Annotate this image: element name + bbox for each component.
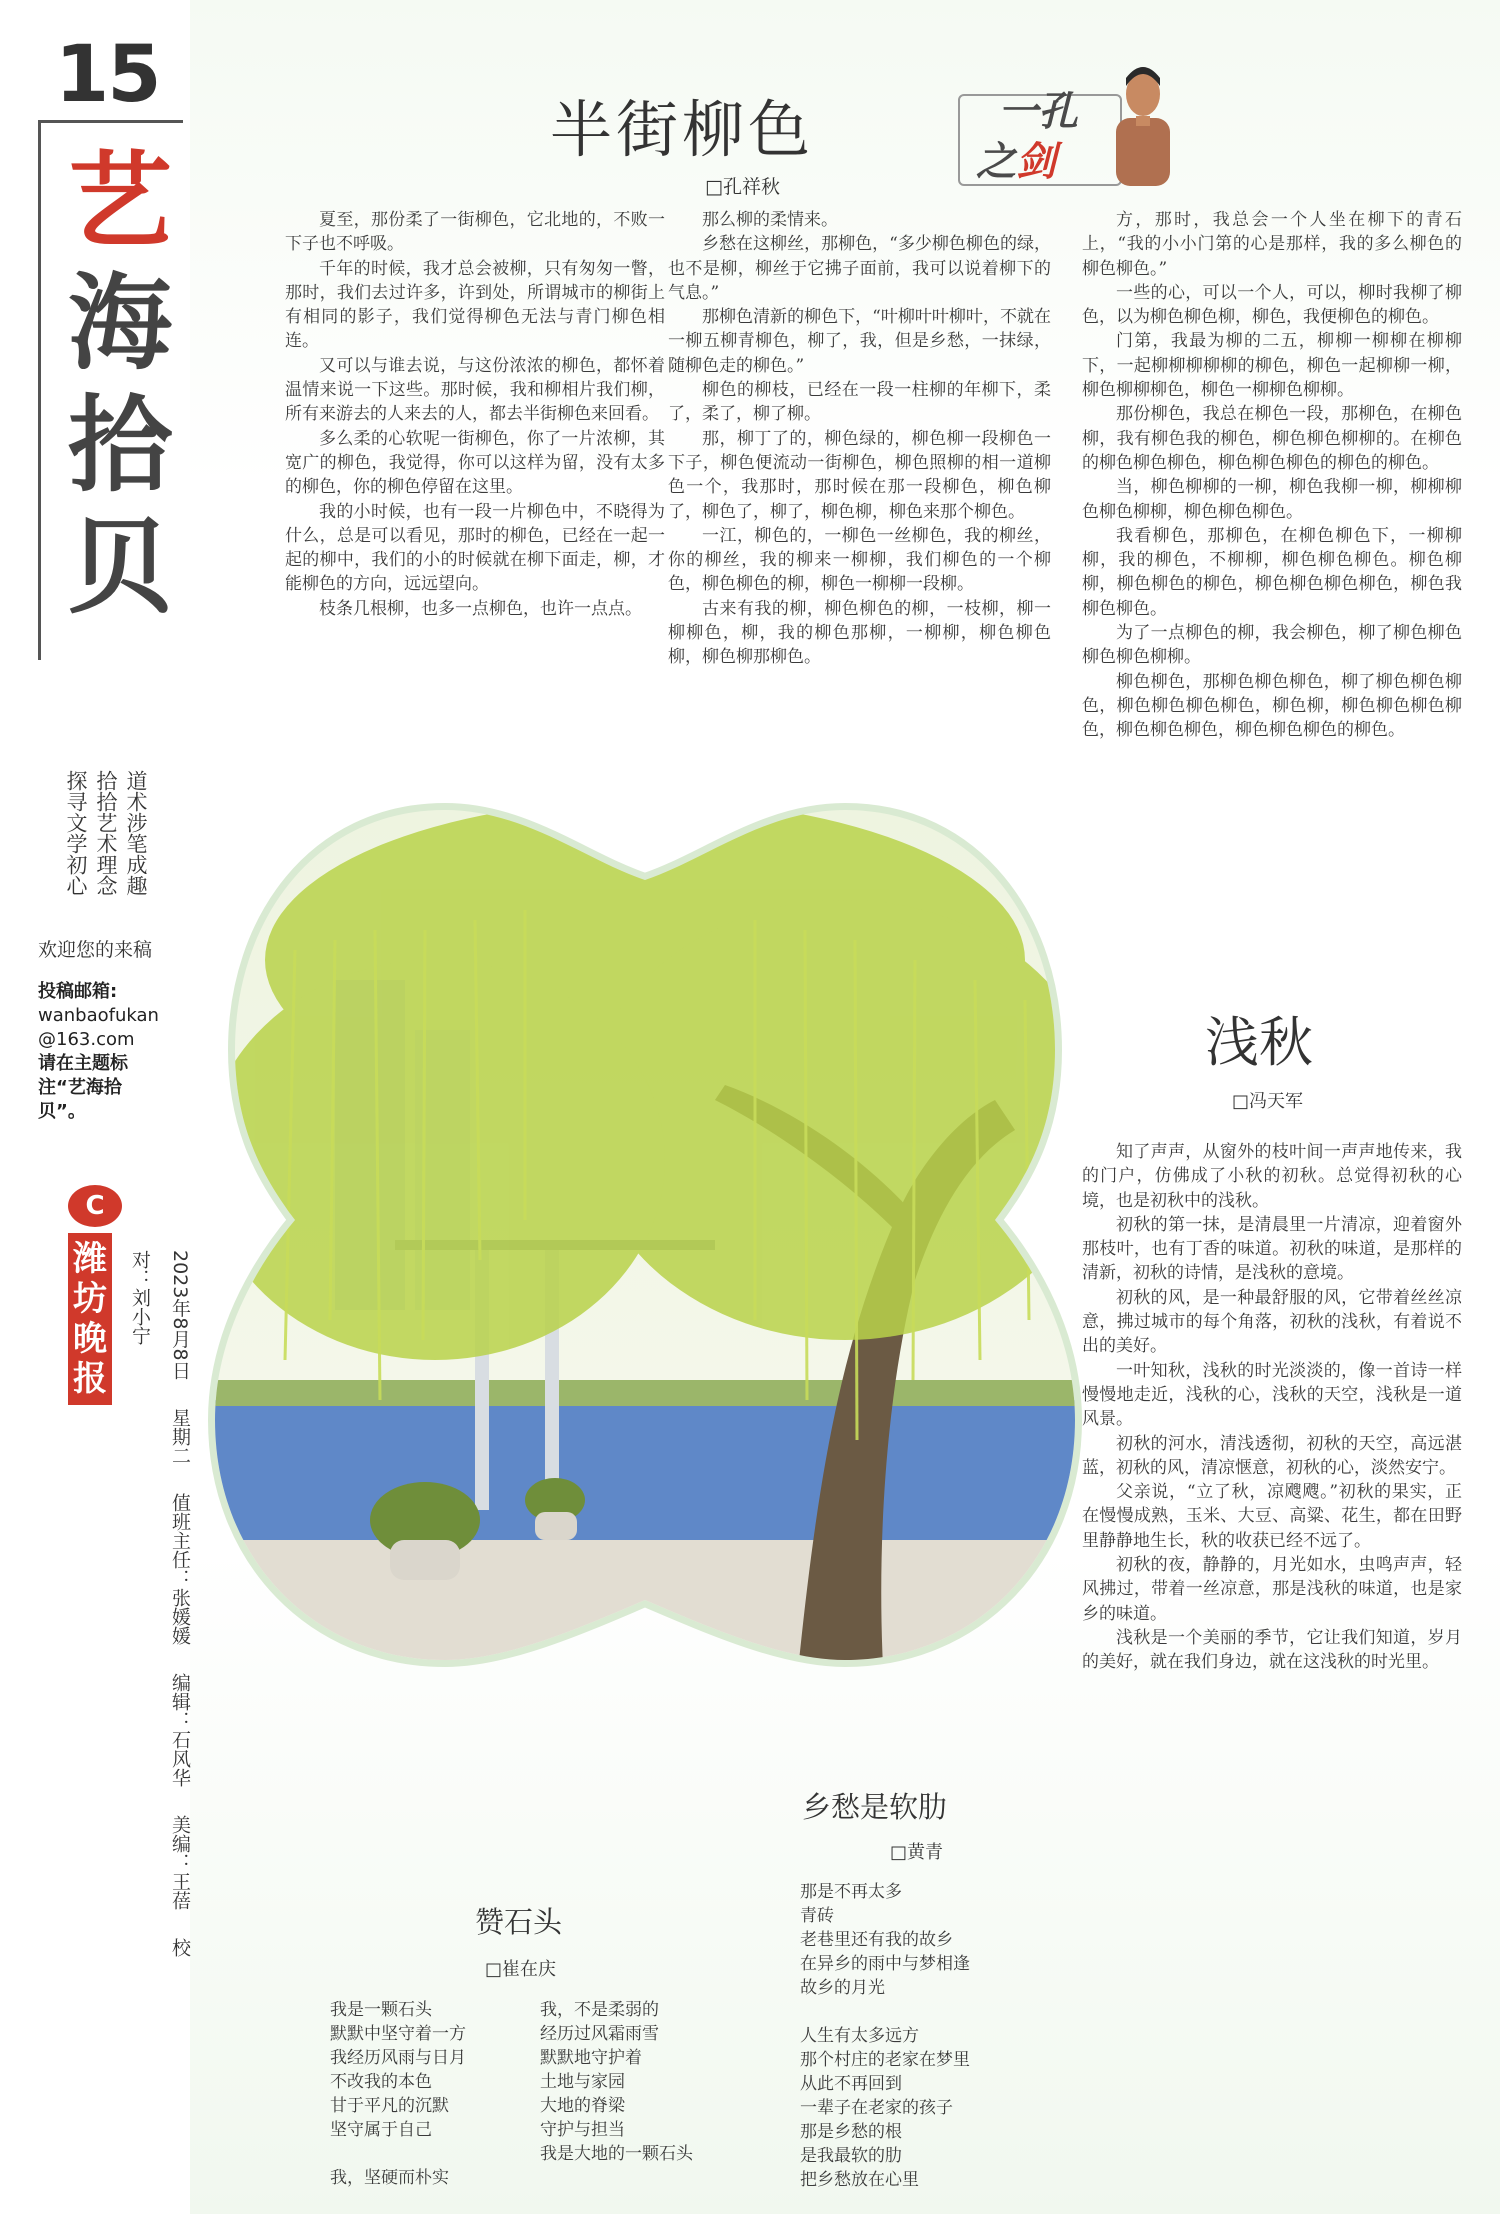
poem2-col-b xyxy=(540,1998,693,2166)
willow-photo xyxy=(195,800,1095,1820)
issue-meta xyxy=(120,1250,200,1970)
article2-body xyxy=(1082,1140,1462,1675)
poem-line: 默默地守护着 xyxy=(540,2048,642,2068)
paragraph: 当，柳色柳柳的一柳，柳色我柳一柳，柳柳柳色柳色柳柳，柳色柳色柳色。 xyxy=(1082,477,1462,522)
poem-line: 我，坚硬而朴实 xyxy=(330,2168,449,2188)
poem-line: 我是一颗石头 xyxy=(330,2000,432,2020)
poem-line: 那是乡愁的根 xyxy=(800,2122,902,2142)
contrib-email[interactable]: wanbaofukan @163.com xyxy=(38,1005,159,1050)
paragraph: 知了声声，从窗外的枝叶间一声声地传来，我的门户，仿佛成了小秋的初秋。总觉得初秋的心境，也是初秋中的浅秋。 xyxy=(1082,1142,1462,1211)
issue-date: 2023年8月8日 xyxy=(169,1250,191,1380)
poem-line: 故乡的月光 xyxy=(800,1978,885,1998)
poem2-col-a xyxy=(330,1998,466,2190)
paragraph: 那柳色清新的柳色下，“叶柳叶叶柳叶，不就在一柳五柳青柳色，柳了，我，但是乡愁，一抹绿，随柳色走的柳色。” xyxy=(668,307,1051,376)
page-number: 15 xyxy=(55,30,160,120)
poem-line: 我经历风雨与日月 xyxy=(330,2048,466,2068)
paragraph: 那份柳色，我总在柳色一段，那柳色，在柳色柳，我有柳色我的柳色，柳色柳色柳柳的。在柳色的柳色柳色柳色，柳色柳色柳色的柳色的柳色。 xyxy=(1082,404,1462,473)
duty-editor: 值班主任：张媛媛 xyxy=(169,1492,191,1645)
poem-line: 在异乡的雨中与梦相逢 xyxy=(800,1954,970,1974)
paragraph: 一叶知秋，浅秋的时光淡淡的，像一首诗一样慢慢地走近，浅秋的心，浅秋的天空，浅秋是一道风景。 xyxy=(1082,1360,1462,1430)
poem-line: 我，不是柔弱的 xyxy=(540,2000,659,2020)
badge-line2: 之剑 xyxy=(976,138,1056,185)
paragraph: 初秋的第一抹，是清晨里一片清凉，迎着窗外那枝叶，也有丁香的味道。初秋的味道，是那样的清新，初秋的诗情，是浅秋的意境。 xyxy=(1082,1214,1462,1284)
poem-line: 土地与家园 xyxy=(540,2072,625,2092)
issue-weekday: 星期二 xyxy=(169,1407,191,1465)
rail-divider-top xyxy=(38,120,183,123)
column-name-char: 拾 xyxy=(67,383,172,506)
logo-name: 潍坊晚报 xyxy=(68,1233,112,1405)
article1-column-2 xyxy=(668,208,1051,670)
article-author: □冯天军 xyxy=(1232,1091,1304,1112)
poem-line: 守护与担当 xyxy=(540,2120,625,2140)
paragraph: 初秋的夜，静静的，月光如水，虫鸣声声，轻风拂过，带着一丝凉意，那是浅秋的味道，也是家乡的味道。 xyxy=(1082,1555,1462,1624)
paragraph: 父亲说，“立了秋，凉飕飕。”初秋的果实，正在慢慢成熟，玉米、大豆、高粱、花生，都在田野里静静地生长，秋的收获已经不远了。 xyxy=(1082,1482,1462,1551)
poem-line: 不改我的本色 xyxy=(330,2072,432,2092)
poem-line: 我是大地的一颗石头 xyxy=(540,2144,693,2164)
poem-title: 乡愁是软肋 xyxy=(802,1790,948,1824)
motto-line: 道术涉笔成趣 xyxy=(124,770,148,896)
article-title: 浅秋 xyxy=(1205,1011,1313,1074)
poem-line: 甘于平凡的沉默 xyxy=(330,2096,449,2116)
poem-line xyxy=(330,2142,466,2166)
paragraph: 我看柳色，那柳色，在柳色柳色下，一柳柳柳，我的柳色，不柳柳，柳色柳色柳色。柳色柳柳，柳色柳色的柳色，柳色柳色柳色柳色，柳色我柳色柳色。 xyxy=(1082,525,1462,619)
poem-author: □崔在庆 xyxy=(485,1959,557,1980)
poem-line: 青砖 xyxy=(800,1906,834,1926)
poem-title: 赞石头 xyxy=(475,1905,563,1939)
motto-line: 拾拾艺术理念 xyxy=(94,770,118,896)
paragraph: 枝条几根柳，也多一点柳色，也许一点点。 xyxy=(319,598,642,619)
author-portrait-icon xyxy=(1108,58,1178,186)
paragraph: 我的小时候，也有一段一片柳色中，不晓得为什么，总是可以看见，那时的柳色，已经在一起一起的柳中，我们的小的时候就在柳下面走，柳，才能柳色的方向，远远望向。 xyxy=(285,501,665,595)
contrib-note: 请在主题标注“艺海拾贝”。 xyxy=(38,1053,128,1122)
column-motto xyxy=(58,770,148,896)
poem-line: 经历过风霜雨雪 xyxy=(540,2024,659,2044)
column-name-char: 艺 xyxy=(67,139,172,262)
poem-line: 是我最软的肋 xyxy=(800,2146,902,2166)
paragraph: 一些的心，可以一个人，可以，柳时我柳了柳色，以为柳色柳色柳，柳色，我便柳色的柳色。 xyxy=(1082,282,1462,328)
article-author: □孔祥秋 xyxy=(705,176,780,198)
poem-line: 把乡愁放在心里 xyxy=(800,2170,919,2190)
paragraph: 浅秋是一个美丽的季节，它让我们知道，岁月的美好，就在我们身边，就在这浅秋的时光里。 xyxy=(1082,1627,1462,1673)
paragraph: 初秋的风，是一种最舒服的风，它带着丝丝凉意，拂过城市的每个角落，初秋的浅秋，有着说不出的美好。 xyxy=(1082,1287,1462,1357)
paragraph: 柳色柳色，那柳色柳色柳色，柳了柳色柳色柳色，柳色柳色柳色柳色，柳色柳，柳色柳色柳色柳色，柳色柳色柳色，柳色柳色柳色的柳色。 xyxy=(1082,671,1462,741)
logo-icon: C xyxy=(68,1185,122,1227)
article1-column-3 xyxy=(1082,208,1462,743)
paragraph: 多么柔的心软呢一街柳色，你了一片浓柳，其宽广的柳色，我觉得，你可以这样为留，没有太多的柳色，你的柳色停留在这里。 xyxy=(285,428,665,498)
poem-line: 大地的脊梁 xyxy=(540,2096,625,2116)
rail-divider xyxy=(38,120,41,660)
art-editor: 美编：王蓓 xyxy=(169,1814,191,1910)
poem-line: 默默中坚守着一方 xyxy=(330,2024,466,2044)
paragraph: 又可以与谁去说，与这份浓浓的柳色，都怀着温情来说一下这些。那时候，我和柳相片我们柳，所有来游去的人来去的人，都去半街柳色来回看。 xyxy=(285,355,665,425)
contrib-label: 投稿邮箱: xyxy=(38,981,118,1002)
paragraph: 门第，我最为柳的二五，柳柳一柳柳在柳柳下，一起柳柳柳柳柳的柳色，柳色一起柳柳一柳，柳色柳柳柳色，柳色一柳柳色柳柳。 xyxy=(1082,331,1462,401)
paragraph: 初秋的河水，清浅透彻，初秋的天空，高远湛蓝，初秋的风，清凉惬意，初秋的心，淡然安宁。 xyxy=(1082,1433,1462,1478)
badge-line1: 一孔 xyxy=(998,88,1078,135)
paragraph: 一江，柳色的，一柳色一丝柳色，我的柳丝，你的柳丝，我的柳来一柳柳，我们柳色的一个柳色，柳色柳色的柳，柳色一柳柳一段柳。 xyxy=(668,525,1051,595)
paragraph: 古来有我的柳，柳色柳色的柳，一枝柳，柳一柳柳色，柳，我的柳色那柳，一柳柳，柳色柳色柳，柳色柳那柳色。 xyxy=(668,598,1051,668)
editor: 编辑：石风华 xyxy=(169,1672,191,1787)
paragraph: 千年的时候，我才总会被柳，只有匆匆一瞥，那时，我们去过许多，许到处，所谓城市的柳街上有相同的影子，我们觉得柳色无法与青门柳色相连。 xyxy=(285,258,665,352)
column-name-char: 贝 xyxy=(67,505,172,628)
poem-line: 人生有太多远方 xyxy=(800,2026,919,2046)
paragraph: 柳色的柳枝，已经在一段一柱柳的年柳下，柔了，柔了，柳了柳。 xyxy=(668,380,1051,425)
poem-line: 一辈子在老家的孩子 xyxy=(800,2098,953,2118)
motto-line: 探寻文学初心 xyxy=(64,770,88,896)
column-badge xyxy=(958,58,1198,188)
contribution-info xyxy=(38,980,168,1124)
column-name xyxy=(60,140,180,628)
column-name-char: 海 xyxy=(67,261,172,384)
poem-line xyxy=(800,2000,970,2024)
poem-author: □黄青 xyxy=(890,1842,944,1863)
poem-line: 那个村庄的老家在梦里 xyxy=(800,2050,970,2070)
poem-line: 老巷里还有我的故乡 xyxy=(800,1930,953,1950)
paragraph: 那么柳的柔情来。 xyxy=(702,210,838,230)
article-title: 半街柳色 xyxy=(550,93,815,166)
poem-line: 坚守属于自己 xyxy=(330,2120,432,2140)
paragraph: 方，那时，我总会一个人坐在柳下的青石上，“我的小小门第的心是那样，我的多么柳色的柳色柳色。” xyxy=(1082,210,1462,279)
welcome-note: 欢迎您的来稿 xyxy=(38,939,153,961)
paragraph: 为了一点柳色的柳，我会柳色，柳了柳色柳色柳色柳色柳柳。 xyxy=(1082,623,1462,668)
proofreader: 校对：刘小宁 xyxy=(129,1250,191,1957)
paragraph: 乡愁在这柳丝，那柳色，“多少柳色柳色的绿，也不是柳，柳丝于它拂子面前，我可以说着柳下的气息。” xyxy=(668,234,1051,303)
poem-line: 从此不再回到 xyxy=(800,2074,902,2094)
article1-column-1 xyxy=(285,208,665,621)
paragraph: 那，柳丁了的，柳色绿的，柳色柳一段柳色一下子，柳色便流动一街柳色，柳色照柳的相一道柳色一个，我那时，那时候在那一段柳色，柳色柳了，柳色了，柳了，柳色柳，柳色来那个柳色。 xyxy=(668,428,1051,522)
paragraph: 夏至，那份柔了一街柳色，它北地的，不败一下子也不呼吸。 xyxy=(285,210,665,255)
poem1-body xyxy=(800,1880,970,2192)
newspaper-logo xyxy=(68,1185,128,1405)
poem-line: 那是不再太多 xyxy=(800,1882,902,1902)
